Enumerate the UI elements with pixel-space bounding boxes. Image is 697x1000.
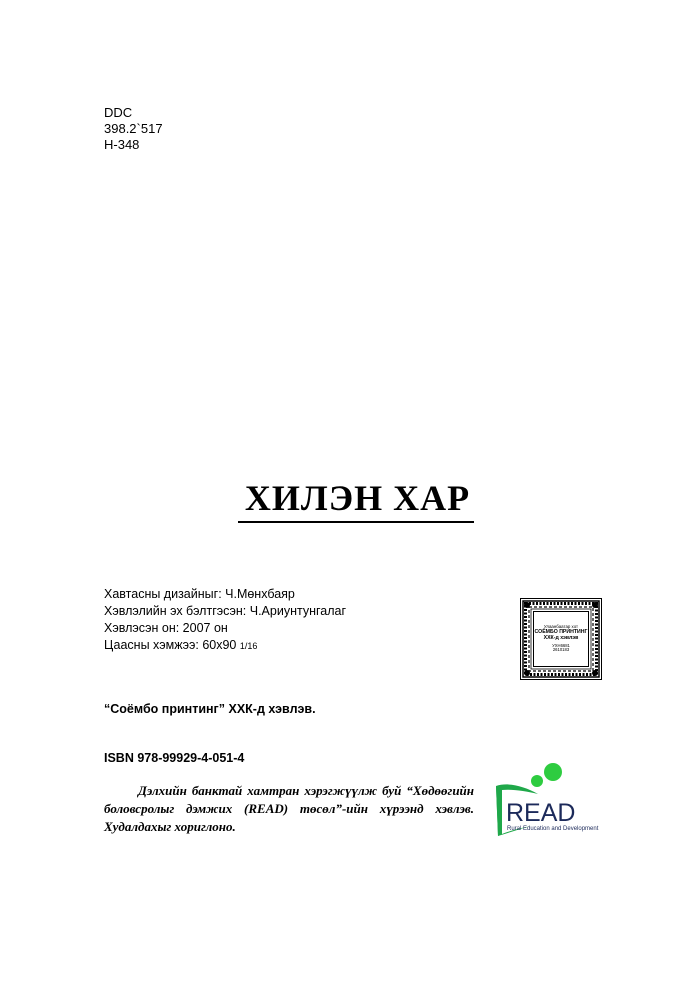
funding-note: Дэлхийн банктай хамтран хэрэгжүүлж буй “Хөдөөгийн боловсролыг дэмжих (READ) төсөл”-ийн хүрээнд хэвлэв. Худалдахыг хориглоно.: [104, 783, 474, 834]
stamp-printed: ХХК-д хэвлэв: [543, 634, 579, 641]
cover-design-credit: Хавтасны дизайныг: Ч.Мөнхбаяр: [104, 587, 295, 601]
classification-block: [104, 105, 163, 153]
paper-size-text: Цаасны хэмжээ: 60х90: [104, 638, 237, 652]
credits-block: [104, 586, 346, 655]
isbn: ISBN 978-99929-4-051-4: [104, 751, 245, 765]
logo-small-dot: [531, 775, 543, 787]
printer-stamp: [520, 598, 602, 680]
stamp-company: СОЁМБО ПРИНТИНГ: [534, 629, 588, 636]
paper-size: [104, 637, 346, 655]
printer-line: “Соёмбо принтинг” ХХК-д хэвлэв.: [104, 702, 316, 716]
logo-tagline: Rural Education and Development: [507, 826, 599, 832]
stamp-code: УХН6681: [552, 642, 570, 648]
editor-credit: Хэвлэлийн эх бэлтгэсэн: Ч.Ариунтунгалаг: [104, 604, 347, 618]
stamp-number: 2610183: [552, 647, 570, 653]
stamp-text-panel: [533, 611, 589, 667]
stamp-city: Улаанбаатар хот: [543, 624, 579, 630]
author-code: Н-348: [104, 137, 140, 152]
title-underline: [238, 521, 474, 523]
print-year: Хэвлэсэн он: 2007 он: [104, 621, 228, 635]
read-logo-graphic: [490, 760, 620, 840]
read-logo: [490, 760, 620, 840]
logo-name: READ: [506, 799, 576, 827]
ddc-number: 398.2`517: [104, 121, 163, 136]
paper-size-fraction: 1/16: [239, 641, 258, 651]
ddc-label: DDC: [104, 105, 133, 120]
logo-large-dot: [544, 763, 562, 781]
book-title: ХИЛЭН ХАР: [244, 478, 471, 518]
